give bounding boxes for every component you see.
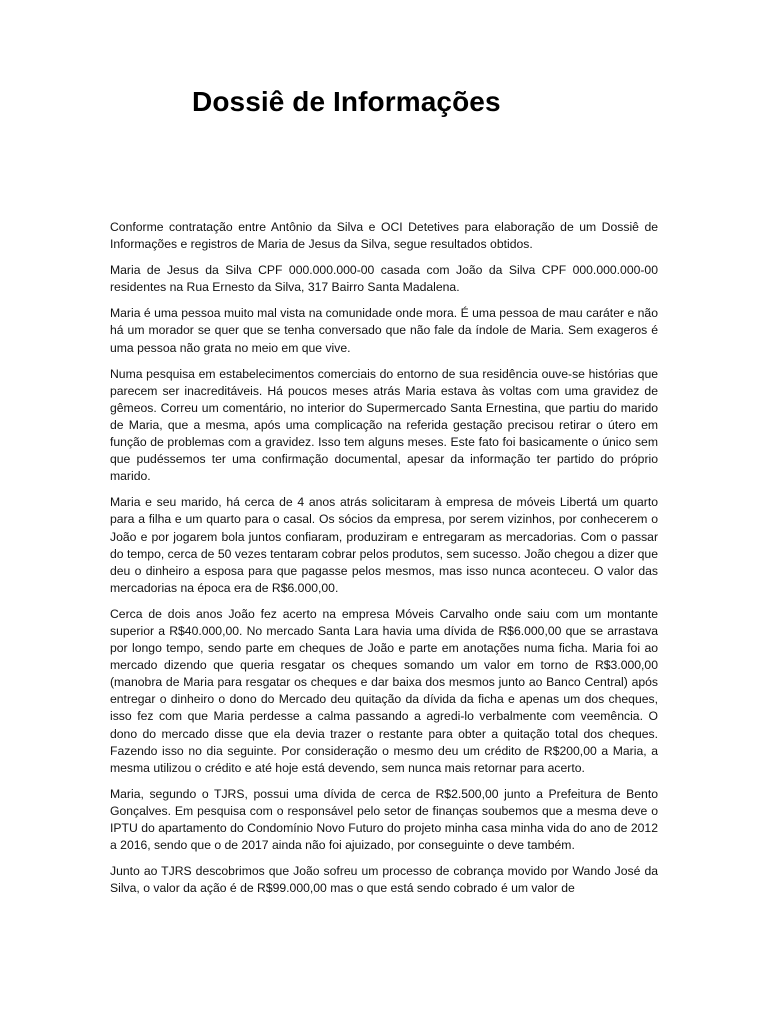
document-title: Dossiê de Informações [192,86,501,117]
document-body [110,219,658,906]
paragraph-research: Numa pesquisa em estabelecimentos comerciais do entorno de sua residência ouve-se histórias que parecem ser inacreditáveis. Há poucos meses atrás Maria estava às voltas com uma gravidez de gêmeos. Correu um comentário, no interior do Supermercado Santa Ernestina, que partiu do marido de Maria, que a mesma, após uma complicação na referida gestação precisou retirar o útero em função de problemas com a gravidez. Isso tem alguns meses. Este fato foi basicamente o único sem que pudéssemos ter uma confirmação documental, apesar da informação ter partido do próprio marido. [110,366,658,484]
paragraph-contract: Conforme contratação entre Antônio da Silva e OCI Detetives para elaboração de um Dossiê de Informações e registros de Maria de Jesus da Silva, segue resultados obtidos. [110,220,658,252]
paragraph-identification: Maria de Jesus da Silva CPF 000.000.000-00 casada com João da Silva CPF 000.000.000-00 residentes na Rua Ernesto da Silva, 317 Bairro Santa Madalena. [110,263,658,295]
paragraph-market-debt: Cerca de dois anos João fez acerto na empresa Móveis Carvalho onde saiu com um montante superior a R$40.000,00. No mercado Santa Lara havia uma dívida de R$6.000,00 que se arrastava por longo tempo, sendo parte em cheques de João e parte em anotações numa ficha. Maria foi ao mercado dizendo que queria resgatar os cheques somando um valor em torno de R$3.000,00 (manobra de Maria para resgatar os cheques e dar baixa dos mesmos junto ao Banco Central) após entregar o dinheiro o dono do Mercado deu quitação da dívida da ficha e apenas um dos cheques, isso fez com que Maria perdesse a calma passando a agredi-lo verbalmente com veemência. O dono do mercado disse que ela devia trazer o restante para obter a quitação total dos cheques. Fazendo isso no dia seguinte. Por consideração o mesmo deu um crédito de R$200,00 a Maria, a mesma utilizou o crédito e até hoje está devendo, sem nunca mais retornar para acerto. [110,606,658,775]
paragraph-lawsuit: Junto ao TJRS descobrimos que João sofreu um processo de cobrança movido por Wando José da Silva, o valor da ação é de R$99.000,00 mas o que está sendo cobrado é um valor de [110,864,658,896]
paragraph-reputation: Maria é uma pessoa muito mal vista na comunidade onde mora. É uma pessoa de mau caráter e não há um morador se quer que se tenha conversado que não fale da índole de Maria. Sem exageros é uma pessoa não grata no meio em que vive. [110,306,658,355]
paragraph-furniture-debt: Maria e seu marido, há cerca de 4 anos atrás solicitaram à empresa de móveis Libertá um quarto para a filha e um quarto para o casal. Os sócios da empresa, por serem vizinhos, por conhecerem o João e por jogarem bola juntos confiaram, produziram e entregaram as mercadorias. Com o passar do tempo, cerca de 50 vezes tentaram cobrar pelos produtos, sem sucesso. João chegou a dizer que deu o dinheiro a esposa para que pagasse pelos mesmos, mas isso nunca aconteceu. O valor das mercadorias na época era de R$6.000,00. [110,495,658,595]
paragraph-tax-debt: Maria, segundo o TJRS, possui uma dívida de cerca de R$2.500,00 junto a Prefeitura de Bento Gonçalves. Em pesquisa com o responsável pelo setor de finanças soubemos que a mesma deve o IPTU do apartamento do Condomínio Novo Futuro do projeto minha casa minha vida do ano de 2012 a 2016, sendo que o de 2017 ainda não foi ajuizado, por conseguinte o deve também. [110,786,658,853]
